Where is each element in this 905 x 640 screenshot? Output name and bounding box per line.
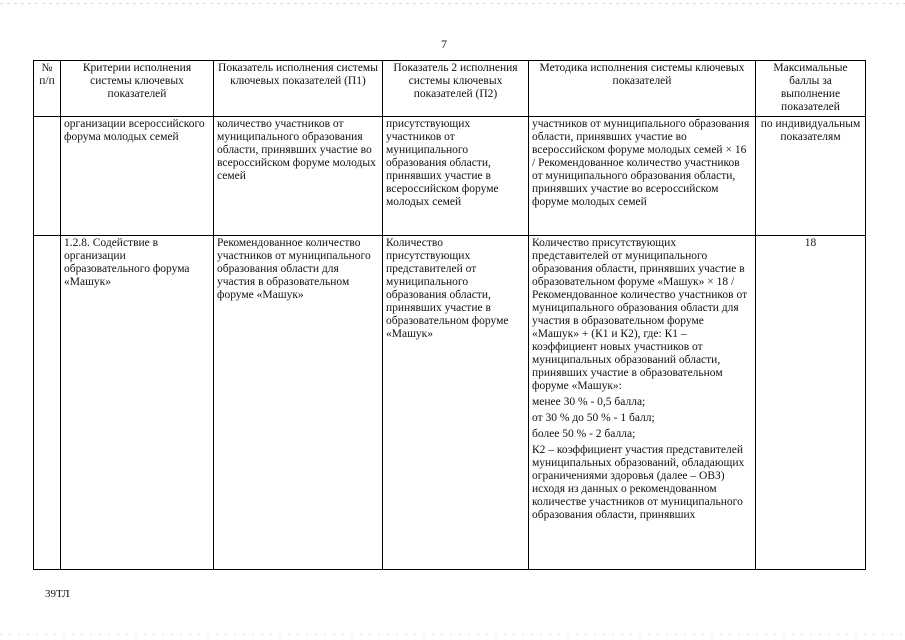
methodology-paragraph: более 50 % - 2 балла; — [532, 428, 636, 440]
methodology-paragraph: Количество присутствующих представителей от муниципального образования области, принявших участие в образовательном форуме «Машук» × 18 / Рекомендованное количество участников от муниципального образования области для участия в образовательном форуме «Машук» + (К1 и К2), где: К1 – коэффициент новых участников от муниципальных образований области, принявших участие в образовательном форуме «Машук»: — [532, 237, 748, 392]
cell-criteria: организации всероссийского форума молодых семей — [61, 117, 214, 236]
cell-number — [34, 236, 61, 570]
header-methodology: Методика исполнения системы ключевых показателей — [529, 61, 756, 117]
footer-code: 39ТЛ — [45, 588, 70, 600]
cell-indicator-p1: Рекомендованное количество участников от муниципального образования области для участия в образовательном форуме «Машук» — [214, 236, 383, 570]
header-indicator-p2: Показатель 2 исполнения системы ключевых показателей (П2) — [383, 61, 529, 117]
cell-criteria: 1.2.8. Содействие в организации образовательного форума «Машук» — [61, 236, 214, 570]
page-number: 7 — [441, 37, 447, 51]
cell-max-points: 18 — [756, 236, 866, 570]
header-criteria: Критерии исполнения системы ключевых показателей — [61, 61, 214, 117]
table-row — [34, 117, 866, 236]
cell-number — [34, 117, 61, 236]
cell-indicator-p1: количество участников от муниципального образования области, принявших участие во всероссийском форуме молодых семей — [214, 117, 383, 236]
cell-indicator-p2: присутствующих участников от муниципального образования области, принявших участие в всероссийском форуме молодых семей — [383, 117, 529, 236]
methodology-paragraph: менее 30 % - 0,5 балла; — [532, 396, 646, 408]
header-indicator-p1: Показатель исполнения системы ключевых показателей (П1) — [214, 61, 383, 117]
table-header-row — [34, 61, 866, 117]
header-max-points: Максимальные баллы за выполнение показателей — [756, 61, 866, 117]
methodology-paragraph: К2 – коэффициент участия представителей муниципальных образований, обладающих ограничениями здоровья (далее – ОВЗ) исходя из данных о рекомендованном количестве участников от муниципального образования области, принявших — [532, 444, 745, 521]
indicators-table — [33, 60, 866, 570]
methodology-paragraph: от 30 % до 50 % - 1 балл; — [532, 412, 655, 424]
cell-indicator-p2: Количество присутствующих представителей от муниципального образования области, принявших участие в образовательном форуме «Машук» — [383, 236, 529, 570]
cell-max-points: по индивидуальным показателям — [756, 117, 866, 236]
table-row — [34, 236, 866, 570]
scan-artifact-top — [0, 3, 905, 4]
header-number: № п/п — [34, 61, 61, 117]
cell-methodology — [529, 236, 756, 570]
cell-methodology: участников от муниципального образования области, принявших участие во всероссийском форуме молодых семей × 16 / Рекомендованное количество участников от муниципального образования области, принявших участие во всероссийском форуме молодых семей — [529, 117, 756, 236]
scan-artifact-bottom — [0, 634, 905, 635]
